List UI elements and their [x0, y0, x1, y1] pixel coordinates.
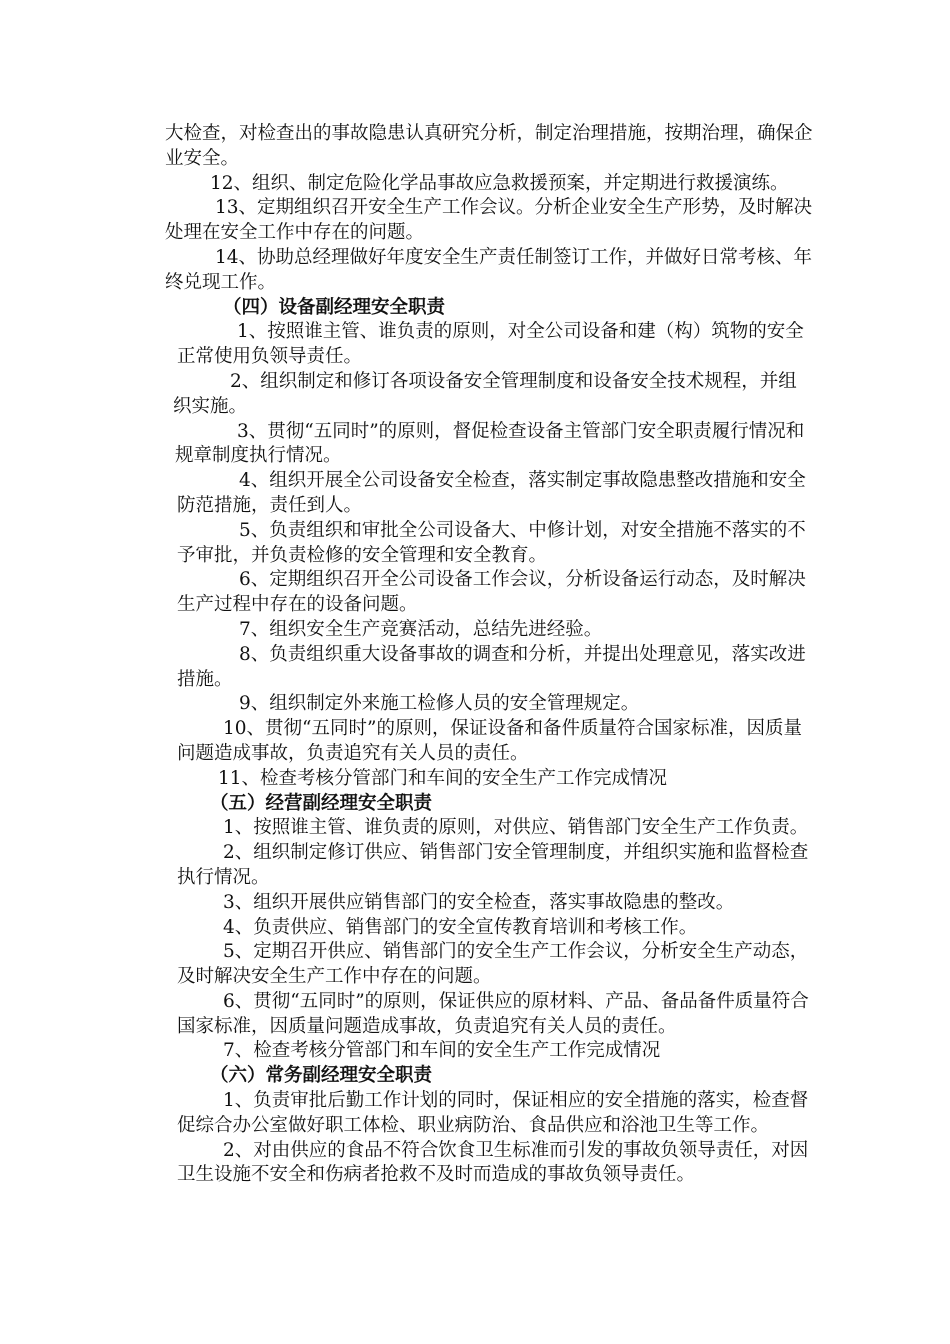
list-item: 3、组织开展供应销售部门的安全检查，落实事故隐患的整改。: [223, 891, 735, 913]
section-heading: （五）经营副经理安全职责: [210, 792, 433, 814]
section-business-deputy: [165, 792, 815, 1065]
section-heading: （四）设备副经理安全职责: [223, 296, 446, 318]
list-item: 11、检查考核分管部门和车间的安全生产工作完成情况: [218, 767, 668, 789]
list-item: 1、按照谁主管、谁负责的原则，对供应、销售部门安全生产工作负责。: [223, 817, 809, 839]
list-item: 4、组织开展全公司设备安全检查，落实制定事故隐患整改措施和安全防范措施，责任到人。: [177, 470, 806, 516]
paragraph-13: 13、定期组织召开安全生产工作会议。分析企业安全生产形势，及时解决处理在安全工作中存在的问题。: [165, 197, 813, 244]
paragraph-12: 12、组织、制定危险化学品事故应急救援预案，并定期进行救援演练。: [210, 172, 789, 194]
list-item: 6、贯彻“五同时”的原则，保证供应的原材料、产品、备品备件质量符合国家标准，因质量问题造成事故，负责追究有关人员的责任。: [177, 990, 809, 1037]
list-item: 9、组织制定外来施工检修人员的安全管理规定。: [239, 693, 640, 715]
list-item: 1、按照谁主管、谁负责的原则，对全公司设备和建（构）筑物的安全正常使用负领导责任。: [177, 321, 804, 368]
list-item: 2、组织制定修订供应、销售部门安全管理制度，并组织实施和监督检查执行情况。: [177, 842, 809, 888]
list-item: 2、组织制定和修订各项设备安全管理制度和设备安全技术规程，并组织实施。: [173, 370, 797, 417]
section-heading: （六）常务副经理安全职责: [210, 1065, 433, 1087]
list-item: 3、贯彻“五同时”的原则，督促检查设备主管部门安全职责履行情况和规章制度执行情况。: [175, 420, 805, 467]
paragraph-11-continued: 大检查，对检查出的事故隐患认真研究分析，制定治理措施，按期治理，确保企业安全。: [165, 123, 813, 169]
document-page: [165, 122, 815, 1188]
list-item: 6、定期组织召开全公司设备工作会议，分析设备运行动态，及时解决生产过程中存在的设备问题。: [177, 569, 806, 616]
section-executive-deputy: [165, 1064, 815, 1188]
list-item: 1、负责审批后勤工作计划的同时，保证相应的安全措施的落实，检查督促综合办公室做好职工体检、职业病防治、食品供应和浴池卫生等工作。: [177, 1090, 809, 1136]
list-item: 7、组织安全生产竞赛活动，总结先进经验。: [239, 618, 603, 640]
list-item: 10、贯彻“五同时”的原则，保证设备和备件质量符合国家标准，因质量问题造成事故，负责追究有关人员的责任。: [177, 718, 802, 764]
section-equipment-deputy: [165, 296, 815, 792]
paragraph-14: 14、协助总经理做好年度安全生产责任制签订工作，并做好日常考核、年终兑现工作。: [165, 246, 813, 293]
list-item: 5、定期召开供应、销售部门的安全生产工作会议，分析安全生产动态，及时解决安全生产工作中存在的问题。: [177, 941, 809, 988]
list-item: 5、负责组织和审批全公司设备大、中修计划，对安全措施不落实的不予审批，并负责检修的安全管理和安全教育。: [177, 519, 806, 566]
list-item: 7、检查考核分管部门和车间的安全生产工作完成情况: [223, 1040, 661, 1062]
list-item: 4、负责供应、销售部门的安全宣传教育培训和考核工作。: [223, 916, 698, 938]
list-item: 2、对由供应的食品不符合饮食卫生标准而引发的事故负领导责任，对因卫生设施不安全和伤病者抢救不及时而造成的事故负领导责任。: [177, 1139, 809, 1186]
list-item: 8、负责组织重大设备事故的调查和分析，并提出处理意见，落实改进措施。: [177, 643, 806, 690]
